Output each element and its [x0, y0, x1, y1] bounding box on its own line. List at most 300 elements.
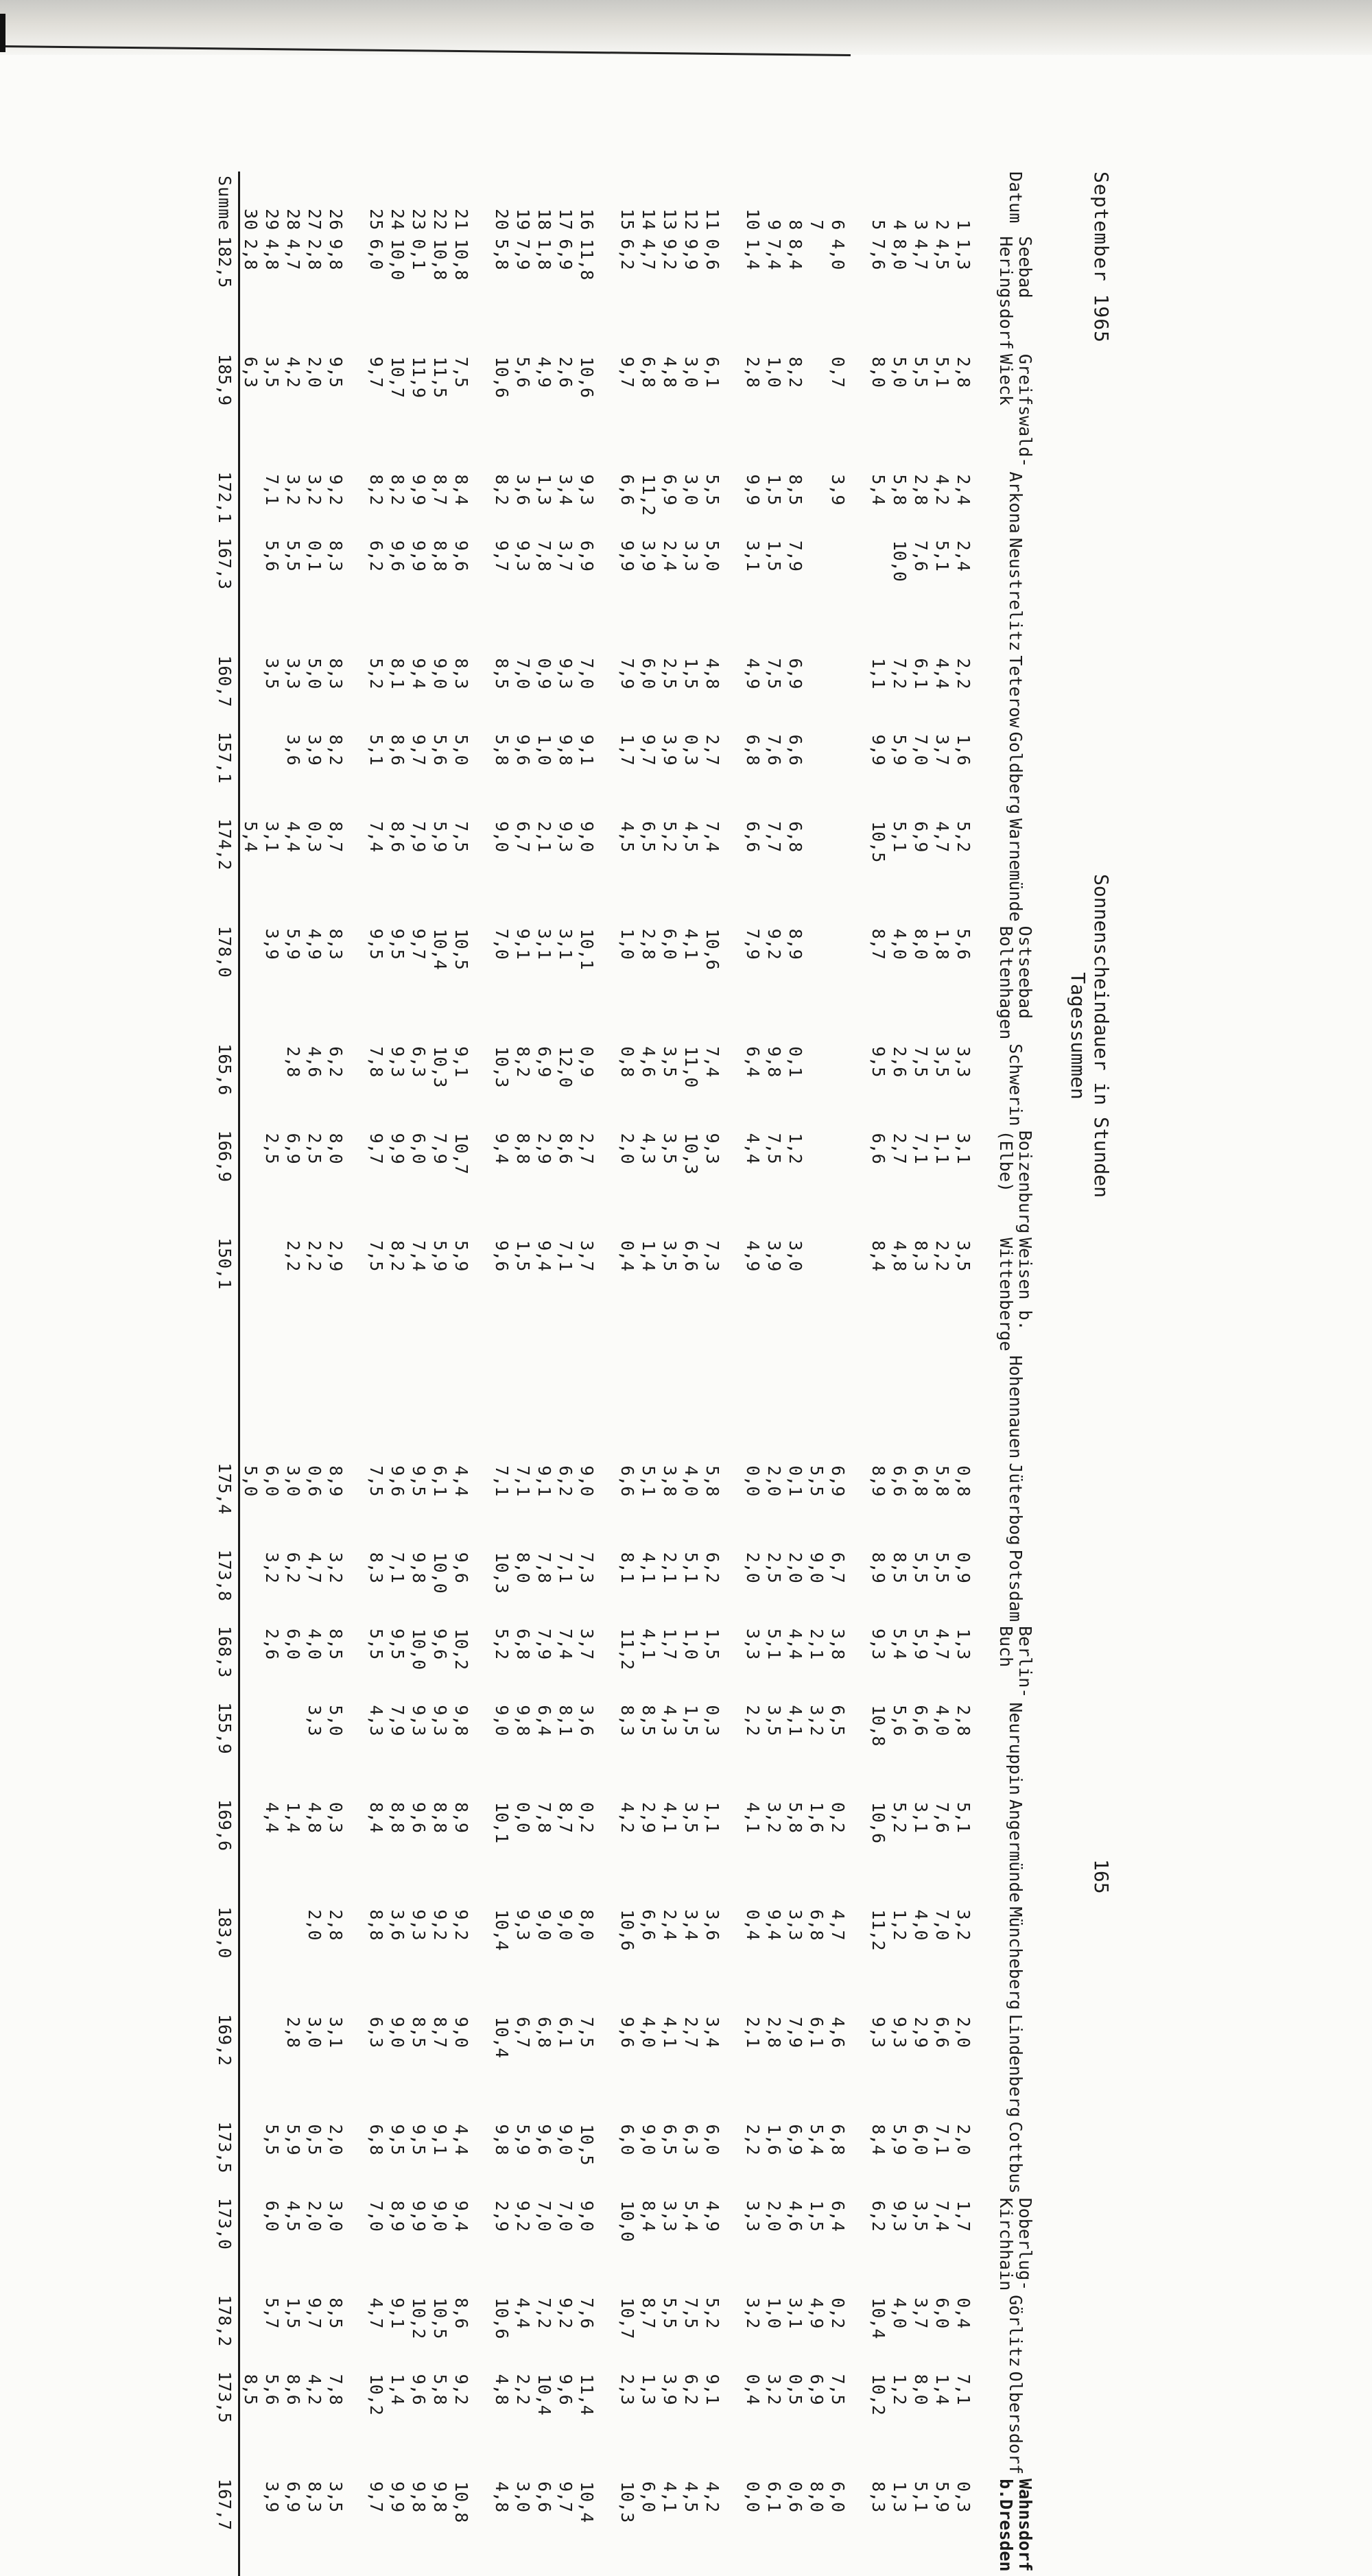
table-row [261, 172, 283, 2576]
table-cell: 4,8 [262, 239, 282, 270]
station-header [974, 471, 1056, 537]
table-cell: 5,9 [890, 2124, 910, 2155]
table-cell: 4,0 [305, 1629, 324, 1660]
table-cell: 2,0 [954, 2124, 973, 2155]
table-cell: 9,3 [868, 1629, 888, 1660]
table-cell: 5,9 [932, 2481, 952, 2513]
station-header [974, 1702, 1056, 1799]
table-cell: 1,5 [681, 658, 701, 689]
table-cell: 3,4 [556, 474, 576, 506]
table-cell: 7,0 [556, 2200, 576, 2232]
table-cell: 2,7 [681, 2016, 701, 2048]
table-cell: 7,0 [534, 2200, 554, 2232]
table-cell: 2,7 [890, 1133, 910, 1164]
table-cell: 6,9 [283, 2481, 303, 2513]
table-body [211, 172, 974, 2576]
sum-cell: 182,5 [211, 236, 239, 354]
table-cell: 4,6 [639, 1046, 659, 1078]
table-cell: 6,9 [660, 474, 680, 506]
sum-cell: 169,2 [211, 2014, 239, 2122]
table-cell: 3,5 [660, 1133, 680, 1164]
table-cell: 2,6 [556, 356, 576, 388]
table-cell: 11,9 [409, 356, 429, 399]
table-cell: 9,1 [451, 1046, 471, 1078]
station-name-line1: Weisen b. [1015, 1238, 1035, 1331]
table-cell: 0,0 [743, 2481, 763, 2513]
table-cell: 0,1 [305, 540, 324, 571]
table-cell: 6,0 [639, 658, 659, 689]
table-cell: 9,2 [451, 1909, 471, 1941]
table-cell: 9,8 [326, 239, 346, 270]
table-cell: 9,0 [556, 1909, 576, 1941]
table-cell: 6,0 [617, 2124, 637, 2155]
table-cell: 5,6 [262, 2374, 282, 2405]
table-cell: 3,2 [743, 2297, 763, 2329]
table-cell: 8,6 [451, 2297, 471, 2329]
table-cell [827, 732, 849, 818]
table-cell: 7,5 [577, 2016, 597, 2048]
table-cell: 11,2 [617, 1629, 637, 1670]
table-cell: 3,1 [911, 1801, 931, 1833]
table-cell: 7,9 [785, 540, 805, 571]
table-row [742, 172, 764, 2576]
station-name-line1: Boizenburg (Elbe) [996, 1130, 1035, 1234]
table-cell: 6,9 [283, 1133, 303, 1164]
table-cell: 7,5 [764, 658, 784, 689]
table-cell: 7,1 [954, 2374, 973, 2405]
sum-cell: 174,2 [211, 818, 239, 926]
table-cell: 0,9 [954, 1552, 973, 1583]
station-header [974, 1906, 1056, 2014]
table-cell: 5,9 [513, 2124, 533, 2155]
table-cell: 2,5 [764, 1552, 784, 1583]
table-cell: 4,5 [681, 821, 701, 853]
table-cell: 9,9 [388, 2481, 407, 2513]
table-cell: 6,4 [743, 1046, 763, 1078]
station-name-line2: Heringsdorf [996, 236, 1016, 350]
gap-cell [346, 172, 366, 2576]
table-cell: 5,6 [513, 356, 533, 388]
table-cell: 0,0 [743, 1465, 763, 1497]
table-cell: 9,9 [409, 540, 429, 571]
table-cell: 10,6 [492, 2297, 512, 2339]
table-cell: 2,8 [326, 1909, 346, 1941]
table-cell: 8,4 [366, 1801, 386, 1833]
table-cell: 8,8 [388, 1801, 407, 1833]
table-cell: 3,7 [911, 2297, 931, 2329]
table-cell: 6,0 [911, 2124, 931, 2155]
table-cell: 7,5 [681, 2297, 701, 2329]
table-cell: 8,7 [868, 928, 888, 960]
table-cell: 7,8 [326, 2374, 346, 2405]
table-cell: 4,8 [702, 658, 722, 689]
table-cell: 2,5 [660, 658, 680, 689]
table-cell: 1,5 [513, 1240, 533, 1272]
table-cell: 4,4 [932, 658, 952, 689]
table-cell: 7,1 [513, 1465, 533, 1497]
table-cell: 4,0 [890, 928, 910, 960]
station-name-line1: Arkona [1006, 471, 1026, 534]
table-cell: 0,6 [702, 239, 722, 270]
table-cell: 0,4 [617, 1240, 637, 1272]
table-cell [953, 1356, 974, 1463]
day-number: 13 [660, 209, 680, 231]
table-cell [555, 1356, 576, 1463]
table-cell: 3,1 [556, 928, 576, 960]
sum-cell: 168,3 [211, 1626, 239, 1702]
table-cell: 5,1 [764, 1629, 784, 1660]
station-name-line1: Hohennauen [1006, 1355, 1026, 1459]
table-cell: 9,8 [409, 2481, 429, 2513]
table-cell: 8,7 [326, 821, 346, 853]
table-cell: 8,5 [639, 1705, 659, 1736]
station-name-line1: Berlin-Buch [996, 1626, 1035, 1699]
station-name-line1: Doberlug- [1015, 2197, 1035, 2291]
table-cell: 9,6 [409, 2374, 429, 2405]
table-cell: 6,7 [828, 1552, 848, 1583]
sum-cell: 178,0 [211, 926, 239, 1044]
table-cell: 6,8 [911, 1465, 931, 1497]
table-row [764, 172, 785, 2576]
table-cell: 8,4 [868, 1240, 888, 1272]
station-name-line1: Olbersdorf [1006, 2371, 1026, 2475]
table-cell: 8,6 [556, 1133, 576, 1164]
table-cell: 7,3 [702, 1240, 722, 1272]
table-cell: 0,0 [513, 1801, 533, 1833]
table-cell: 1,3 [954, 239, 973, 270]
table-cell [239, 732, 262, 818]
table-cell: 3,3 [954, 1046, 973, 1078]
day-number: 12 [681, 209, 701, 231]
table-cell: 7,8 [534, 540, 554, 571]
table-cell: 9,5 [388, 928, 407, 960]
table-cell: 3,5 [660, 1240, 680, 1272]
table-cell: 10,2 [451, 1629, 471, 1670]
station-name-line2: Boltenhagen [996, 925, 1016, 1040]
table-cell [827, 538, 849, 656]
table-cell: 9,7 [492, 540, 512, 571]
table-cell [659, 1356, 681, 1463]
table-cell: 1,5 [764, 540, 784, 571]
table-cell: 9,2 [764, 928, 784, 960]
table-cell: 0,2 [577, 1801, 597, 1833]
table-cell: 5,1 [932, 356, 952, 388]
table-cell: 7,0 [492, 928, 512, 960]
table-cell: 8,4 [451, 474, 471, 506]
table-row [953, 172, 974, 2576]
table-cell: 1,4 [283, 1801, 303, 1833]
table-cell: 5,8 [890, 474, 910, 506]
table-cell: 7,8 [534, 1552, 554, 1583]
table-cell: 9,7 [366, 2481, 386, 2513]
table-cell: 4,9 [305, 928, 324, 960]
table-cell: 3,7 [577, 1240, 597, 1272]
table-cell: 6,0 [828, 2481, 848, 2513]
table-row [889, 172, 910, 2576]
station-name-line1: Cottbus [1006, 2121, 1026, 2194]
sum-cell: 173,5 [211, 2372, 239, 2479]
table-cell: 7,9 [388, 1705, 407, 1736]
table-cell [806, 1238, 827, 1356]
table-cell: 6,7 [513, 821, 533, 853]
table-cell: 5,8 [932, 1465, 952, 1497]
table-cell: 0,8 [617, 1046, 637, 1078]
table-cell: 0,9 [534, 658, 554, 689]
table-cell: 5,5 [911, 1552, 931, 1583]
table-cell: 10,0 [388, 239, 407, 281]
day-number: 17 [556, 209, 576, 231]
table-cell: 6,8 [743, 734, 763, 766]
table-cell: 10,8 [451, 2481, 471, 2523]
table-cell: 6,8 [807, 1909, 827, 1941]
table-cell: 9,7 [305, 2297, 324, 2329]
table-cell: 5,2 [702, 2297, 722, 2329]
table-cell: 8,9 [785, 928, 805, 960]
table-cell [325, 1356, 346, 1463]
table-cell: 2,3 [617, 2374, 637, 2405]
table-row [304, 172, 325, 2576]
table-cell: 0,5 [305, 2124, 324, 2155]
table-cell: 8,5 [241, 2374, 261, 2405]
table-cell: 2,2 [305, 1240, 324, 1272]
table-cell: 3,5 [954, 1240, 973, 1272]
table-cell: 3,5 [660, 1046, 680, 1078]
table-cell: 8,3 [451, 658, 471, 689]
table-cell: 9,7 [409, 734, 429, 766]
table-cell [681, 1356, 702, 1463]
table-cell: 6,9 [785, 658, 805, 689]
table-cell: 4,5 [283, 2200, 303, 2232]
table-cell [806, 236, 827, 354]
table-cell: 9,9 [388, 1133, 407, 1164]
table-cell [261, 732, 283, 818]
table-cell: 6,5 [828, 1705, 848, 1736]
table-cell: 10,3 [492, 1552, 512, 1594]
table-cell: 2,5 [305, 1133, 324, 1164]
table-cell: 3,9 [660, 734, 680, 766]
table-cell: 9,1 [577, 734, 597, 766]
table-cell: 10,3 [681, 1133, 701, 1174]
table-cell: 2,2 [743, 1705, 763, 1736]
day-number: 29 [262, 209, 282, 231]
table-cell: 0,6 [305, 1465, 324, 1497]
table-cell: 3,7 [932, 734, 952, 766]
table-row [491, 172, 512, 2576]
table-cell: 9,3 [409, 1705, 429, 1736]
station-header [974, 2372, 1056, 2479]
table-cell: 4,1 [681, 928, 701, 960]
table-cell: 3,0 [305, 2016, 324, 2048]
table-cell: 5,8 [785, 1801, 805, 1833]
table-cell: 1,7 [660, 1629, 680, 1660]
sum-cell: 167,7 [211, 2479, 239, 2575]
table-cell: 5,5 [807, 1465, 827, 1497]
table-cell: 6,6 [743, 821, 763, 853]
table-cell: 8,1 [388, 658, 407, 689]
table-cell: 5,8 [430, 2374, 450, 2405]
table-cell [827, 926, 849, 1044]
table-cell: 6,1 [764, 2481, 784, 2513]
table-cell: 4,9 [702, 2200, 722, 2232]
table-cell: 4,1 [660, 1801, 680, 1833]
table-cell: 2,8 [954, 1705, 973, 1736]
table-cell: 8,1 [617, 1552, 637, 1583]
table-cell: 7,9 [785, 2016, 805, 2048]
table-cell [408, 1356, 429, 1463]
table-cell: 4,7 [932, 821, 952, 853]
table-cell: 9,8 [451, 1705, 471, 1736]
table-cell: 9,6 [513, 734, 533, 766]
table-cell: 2,2 [743, 2124, 763, 2155]
table-row [555, 172, 576, 2576]
day-number: 9 [764, 220, 784, 231]
table-cell: 7,5 [451, 356, 471, 388]
table-cell: 9,9 [743, 474, 763, 506]
table-cell: 7,5 [366, 1465, 386, 1497]
table-cell: 3,0 [785, 1240, 805, 1272]
table-cell: 6,0 [262, 1465, 282, 1497]
table-cell: 6,6 [617, 474, 637, 506]
station-name-line1: Potsdam [1006, 1549, 1026, 1622]
table-cell: 3,1 [326, 2016, 346, 2048]
table-cell: 3,2 [262, 1552, 282, 1583]
table-cell: 8,3 [617, 1705, 637, 1736]
table-cell: 3,5 [932, 1046, 952, 1078]
table-cell: 8,3 [911, 1240, 931, 1272]
table-cell: 10,6 [617, 1909, 637, 1951]
table-row [366, 172, 387, 2576]
day-number: 2 [932, 220, 952, 231]
table-cell: 6,0 [366, 239, 386, 270]
sum-cell: 183,0 [211, 1906, 239, 2014]
table-cell: 1,5 [681, 1705, 701, 1736]
table-cell: 7,7 [764, 821, 784, 853]
table-cell: 7,1 [388, 1552, 407, 1583]
table-cell: 7,3 [577, 1552, 597, 1583]
table-cell: 8,5 [890, 1552, 910, 1583]
table-cell: 9,1 [513, 928, 533, 960]
table-cell: 8,9 [868, 1552, 888, 1583]
table-cell: 9,7 [409, 928, 429, 960]
station-name-line1: Goldberg [1006, 731, 1026, 815]
table-cell: 9,3 [409, 1909, 429, 1941]
table-cell: 4,1 [785, 1705, 805, 1736]
table-cell: 3,1 [743, 540, 763, 571]
table-cell: 3,2 [305, 474, 324, 506]
sunshine-table [211, 172, 1056, 2576]
table-cell: 6,6 [868, 1133, 888, 1164]
table-cell: 10,7 [451, 1133, 471, 1174]
table-cell [239, 1799, 262, 1907]
table-cell: 2,9 [492, 2200, 512, 2232]
table-cell [239, 2121, 262, 2197]
table-cell: 0,1 [785, 1046, 805, 1078]
table-cell: 9,0 [556, 2124, 576, 2155]
table-cell: 9,3 [577, 474, 597, 506]
table-cell: 3,4 [702, 2016, 722, 2048]
table-cell: 7,9 [430, 1133, 450, 1164]
table-cell: 4,6 [305, 1046, 324, 1078]
table-cell: 9,0 [639, 2124, 659, 2155]
table-cell [868, 1356, 889, 1463]
table-cell: 0,3 [305, 821, 324, 853]
table-cell: 6,8 [534, 2016, 554, 2048]
table-cell: 7,2 [890, 658, 910, 689]
table-cell [827, 1043, 849, 1130]
station-header [974, 655, 1056, 731]
station-header [974, 1626, 1056, 1702]
table-cell: 4,1 [639, 1552, 659, 1583]
table-cell: 8,5 [326, 1629, 346, 1660]
table-cell: 4,0 [828, 239, 848, 270]
table-cell: 8,0 [807, 2481, 827, 2513]
table-cell: 9,3 [430, 1705, 450, 1736]
table-cell: 5,5 [366, 1629, 386, 1660]
table-cell: 8,3 [326, 928, 346, 960]
table-cell: 4,3 [639, 1133, 659, 1164]
table-cell [239, 2295, 262, 2371]
table-cell: 3,5 [326, 2481, 346, 2513]
station-header [974, 2479, 1056, 2575]
datum-header: Datum [1006, 172, 1026, 224]
table-row [283, 172, 304, 2576]
station-name-line1: Warnemünde [1006, 818, 1026, 922]
table-cell: 1,6 [764, 2124, 784, 2155]
table-cell [868, 538, 889, 656]
table-cell: 3,1 [534, 928, 554, 960]
table-cell: 7,6 [868, 239, 888, 270]
table-cell: 3,2 [954, 1909, 973, 1941]
table-cell [239, 1356, 262, 1463]
table-cell: 9,8 [556, 734, 576, 766]
table-cell: 9,5 [388, 1629, 407, 1660]
table-cell: 9,2 [660, 239, 680, 270]
table-cell: 4,1 [660, 2016, 680, 2048]
table-cell: 1,5 [283, 2297, 303, 2329]
table-cell: 2,8 [241, 239, 261, 270]
table-cell: 4,7 [366, 2297, 386, 2329]
table-cell: 0,4 [743, 1909, 763, 1941]
table-row [681, 172, 702, 2576]
row-gap [472, 172, 491, 2576]
table-cell [764, 1356, 785, 1463]
table-cell: 6,6 [639, 1909, 659, 1941]
table-cell: 3,6 [283, 734, 303, 766]
table-cell: 9,3 [868, 2016, 888, 2048]
table-cell: 5,5 [283, 540, 303, 571]
table-cell [806, 1356, 827, 1463]
table-cell: 9,8 [492, 2124, 512, 2155]
table-cell: 10,4 [492, 1909, 512, 1951]
table-cell: 6,6 [617, 1465, 637, 1497]
table-cell: 1,3 [954, 1629, 973, 1660]
table-cell: 6,7 [513, 2016, 533, 2048]
table-cell: 3,2 [807, 1705, 827, 1736]
table-cell: 0,1 [785, 1465, 805, 1497]
table-cell [932, 1356, 953, 1463]
table-cell: 4,9 [807, 2297, 827, 2329]
table-cell: 9,4 [764, 1909, 784, 1941]
table-cell: 5,6 [430, 734, 450, 766]
table-row [785, 172, 806, 2576]
table-cell: 8,5 [326, 2297, 346, 2329]
month-label: September 1965 [1090, 172, 1113, 344]
day-number: 26 [326, 209, 346, 231]
table-cell: 9,3 [556, 658, 576, 689]
day-number: 1 [954, 220, 973, 231]
table-cell: 6,3 [681, 2124, 701, 2155]
table-cell: 8,9 [451, 1801, 471, 1833]
